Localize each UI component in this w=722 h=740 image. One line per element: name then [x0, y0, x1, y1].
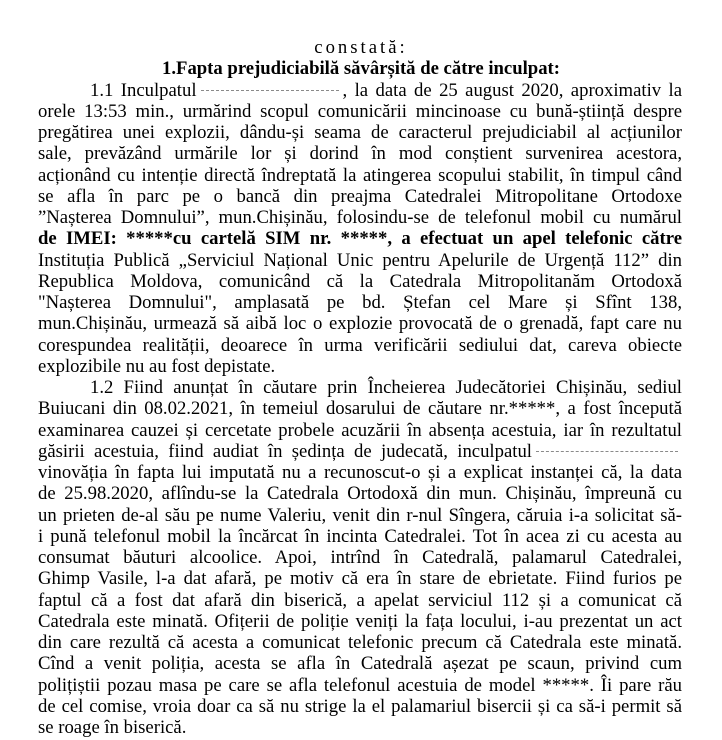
heading-title: constată: [314, 37, 408, 58]
paragraph-1-line: "Nașterea Domnului", amplasată pe bd. Ștefan cel Mare și Sfînt 138, [38, 292, 682, 313]
paragraph-2-line: Catedrala este minată. Ofițerii de poliție veniți la fața locului, i-au prezentat un act [38, 610, 682, 632]
paragraph-1-line: de IMEI: *****cu cartelă SIM nr. *****, a efectuat un apel telefonic către [38, 228, 682, 250]
paragraph-1-line: orele 13:53 min., urmărind scopul comunicării mincinoase cu bună-știință despre [38, 100, 682, 122]
paragraph-2-line: se roage în biserică. [38, 717, 187, 738]
paragraph-2-line: faptul că a fost dat afară din biserică, a apelat serviciul 112 și a comunicat că [38, 589, 682, 611]
subtitle-text: 1.Fapta prejudiciabilă săvârșită de către inculpat: [162, 58, 560, 80]
paragraph-2-line: i pună telefonul mobil la încărcat în incinta Catedralei. Tot în acea zi cu acesta au [38, 525, 682, 547]
paragraph-1-line: Republica Moldova, comunicând că la Catedrala Mitropolitanăm Ortodoxă [38, 270, 682, 292]
paragraph-1-line: acționând cu intenție directă îndreptată la atingerea scopului stabilit, în timpul când [38, 164, 682, 186]
paragraph-2-line: Ghimp Vasile, l-a dat afară, pe motiv că era în stare de ebrietate. Fiind furios pe [38, 568, 682, 590]
paragraph-2-line: examinarea cauzei și cercetate probele acuzării în absența acestuia, iar în rezultatul [38, 419, 682, 441]
line-text: 1.1 Inculpatul [90, 79, 197, 101]
paragraph-1-line: mun.Chișinău, urmează să aibă loc o explozie provocată de o grenadă, fapt care nu [38, 313, 682, 335]
paragraph-2-line: polițiștii pozau masa pe care se afla telefonul acestuia de model *****. Îi pare rău [38, 674, 682, 696]
paragraph-1-line: ”Nașterea Domnului”, mun.Chișinău, folosindu-se de telefonul mobil cu numărul [38, 207, 682, 228]
paragraph-1-line: Instituția Publică „Serviciul Național Unic pentru Apelurile de Urgență 112” din [38, 249, 682, 271]
paragraph-1-line: se afla în parc pe o bancă din preajma Catedralei Mitropolitane Ortodoxe [38, 185, 682, 207]
paragraph-2-line: Buiucani din 08.02.2021, în temeiul dosarului de căutare nr.*****, a fost începută [38, 398, 682, 420]
paragraph-2-line: Cînd a venit poliția, acesta se afla în Catedrală așezat pe scaun, privind cum [38, 653, 682, 675]
paragraph-2-line: de cel comise, vroia doar ca să nu strige la el palamariul bisercii și ca să-i permit să [38, 695, 682, 717]
paragraph-1-line: sale, prevăzând urmările lor și dorind în mod conștient survenirea acestora, [38, 143, 682, 165]
paragraph-2-line: consumat băuturi alcoolice. Apoi, intrînd în Catedrală, palamarul Catedralei, [38, 547, 682, 568]
paragraph-2-line: de 25.98.2020, aflîndu-se la Catedrala Ortodoxă din mun. Chișinău, împreună cu [38, 483, 682, 505]
paragraph-2-line: din care rezultă că acesta a comunicat telefonic precum că Catedrala este minată. [38, 632, 682, 653]
paragraph-1-line: corespundea realității, deoarece în urma verificării sediului dat, careva obiecte [38, 334, 682, 356]
paragraph-2-line: 1.2 Fiind anunțat în căutare prin Încheierea Judecătoriei Chișinău, sediul [90, 377, 682, 398]
paragraph-2-line: un prieten de-al său pe nume Valeriu, venit din r-nul Sîngera, căruia i-a solicitat să- [38, 504, 682, 526]
paragraph-2-line: vinovăția în fapta lui imputată nu a recunoscut-o și a explicat instanței că, la data [38, 462, 682, 483]
paragraph-1-line: pregătirea unei explozii, dându-și seama de caracterul prejudiciabil al acțiunilor [38, 122, 682, 143]
paragraph-2-line: găsirii acestuia, fiind audiat în ședința de judecată, inculpatul [38, 440, 532, 462]
paragraph-1-line: explozibile nu au fost depistate. [38, 355, 276, 377]
line-text: , la data de 25 august 2020, aproximativ la [342, 79, 682, 101]
